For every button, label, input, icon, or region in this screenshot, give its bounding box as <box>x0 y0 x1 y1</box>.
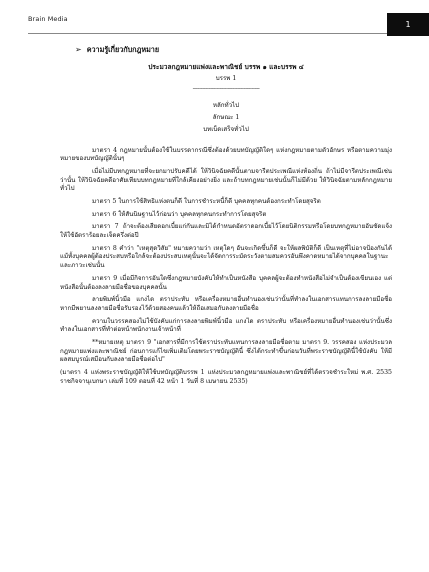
page-number: 1 <box>405 20 411 29</box>
page-header <box>0 0 429 36</box>
paragraph: มาตรา 7 ถ้าจะต้องเสียดอกเบี้ยแก่กันและมิได้กำหนดอัตราดอกเบี้ยไว้โดยนิติกรรมหรือโดยบทกฎหมายอันชัดแจ้ง ให้ใช้อัตราร้อยละเจ็ดครึ่งต่อปี <box>60 223 392 240</box>
citation-paragraph: (มาตรา 4 แห่งพระราชบัญญัติให้ใช้บทบัญญัติบรรพ 1 แห่งประมวลกฎหมายแพ่งและพาณิชย์ที่ได้ตรวจชำระใหม่ พ.ศ. 2535 ราชกิจจานุเบกษา เล่มที่ 109 ตอนที่ 42 หน้า 1 วันที่ 8 เมษายน 2535) <box>60 368 392 385</box>
section-heading <box>75 44 392 55</box>
chapter-title: บทเบ็ดเสร็จทั่วไป <box>203 126 249 134</box>
page-number-badge <box>387 13 429 36</box>
paragraph: มาตรา 6 ให้สันนิษฐานไว้ก่อนว่า บุคคลทุกคนกระทำการโดยสุจริต <box>92 210 267 218</box>
paragraph: ความในวรรคสองไม่ใช้บังคับแก่การลงลายพิมพ์นิ้วมือ แกงได ตราประทับ หรือเครื่องหมายอื่นทำนองเช่นว่านั้นซึ่งทำลงในเอกสารที่ทำต่อหน้าพนักงานเจ้าหน้าที่ <box>60 317 392 334</box>
paragraph: มาตรา 9 เมื่อมีกิจการอันใดซึ่งกฎหมายบังคับให้ทำเป็นหนังสือ บุคคลผู้จะต้องทำหนังสือไม่จำเป็นต้องเขียนเอง แต่หนังสือนั้นต้องลงลายมือชื่อของบุคคลนั้น <box>60 274 392 291</box>
paragraph: มาตรา 8 คำว่า "เหตุสุดวิสัย" หมายความว่า เหตุใดๆ อันจะเกิดขึ้นก็ดี จะให้ผลพิบัติก็ดี เป็นเหตุที่ไม่อาจป้องกันได้ แม้ทั้งบุคคลผู้ต้องประสบหรือใกล้จะต้องประสบเหตุนั้นจะได้จัดการระมัดระวังตามสมควรอันพึงคาดหมายได้จากบุคคลในฐานะและภาวะเช่นนั้น <box>60 244 392 270</box>
part-title: หลักทั่วไป <box>212 101 240 109</box>
dashed-divider: ------------------------------------------ <box>192 85 260 93</box>
document-title: ประมวลกฎหมายแพ่งและพาณิชย์ บรรพ ๑ และบรรพ ๔ <box>148 63 304 72</box>
paragraph: เมื่อไม่มีบทกฎหมายที่จะยกมาปรับคดีได้ ให้วินิจฉัยคดีนั้นตามจารีตประเพณีแห่งท้องถิ่น ถ้าไม่มีจารีตประเพณีเช่นว่านั้น ให้วินิจฉัยคดีอาศัยเทียบบทกฎหมายที่ใกล้เคียงอย่างยิ่ง และถ้าบทกฎหมายเช่นนั้นก็ไม่มีด้วย ให้วินิจฉัยตามหลักกฎหมายทั่วไป <box>60 168 392 193</box>
book-label: บรรพ 1 <box>215 75 237 83</box>
note-paragraph: **หมายเหตุ มาตรา 9 "เอกสารที่มีการใช้ตราประทับแทนการลงลายมือชื่อตาม มาตรา 9. วรรคสอง แห่งประมวลกฎหมายแพ่งและพาณิชย์ ก่อนการแก้ไขเพิ่มเติมโดยพระราชบัญญัตินี้ ซึ่งได้กระทำขึ้นก่อนวันที่พระราชบัญญัตินี้ใช้บังคับ ให้มีผลสมบูรณ์เสมือนกับลงลายมือชื่อต่อไป" <box>60 338 392 364</box>
paragraph: มาตรา 5 ในการใช้สิทธิแห่งตนก็ดี ในการชำระหนี้ก็ดี บุคคลทุกคนต้องกระทำโดยสุจริต <box>92 198 321 206</box>
paragraph: ลายพิมพ์นิ้วมือ แกงได ตราประทับ หรือเครื่องหมายอื่นทำนองเช่นว่านั้นที่ทำลงในเอกสารแทนการลงลายมือชื่อ หากมีพยานลงลายมือชื่อรับรองไว้ด้วยสองคนแล้วให้ถือเสมอกับลงลายมือชื่อ <box>60 296 392 312</box>
brand-label: Brain Media <box>28 15 68 23</box>
chapter-label: ลักษณะ 1 <box>212 114 240 122</box>
header-divider <box>28 33 387 34</box>
paragraph: มาตรา 4 กฎหมายนั้นต้องใช้ในบรรดากรณีซึ่งต้องด้วยบทบัญญัติใดๆ แห่งกฎหมายตามตัวอักษร หรือตามความมุ่งหมายของบทบัญญัตินั้นๆ <box>60 146 392 163</box>
arrow-bullet-icon: ➢ <box>75 45 82 54</box>
section-title: ความรู้เกี่ยวกับกฎหมาย <box>86 44 160 54</box>
statute-text <box>60 147 392 386</box>
document-body <box>60 44 392 390</box>
